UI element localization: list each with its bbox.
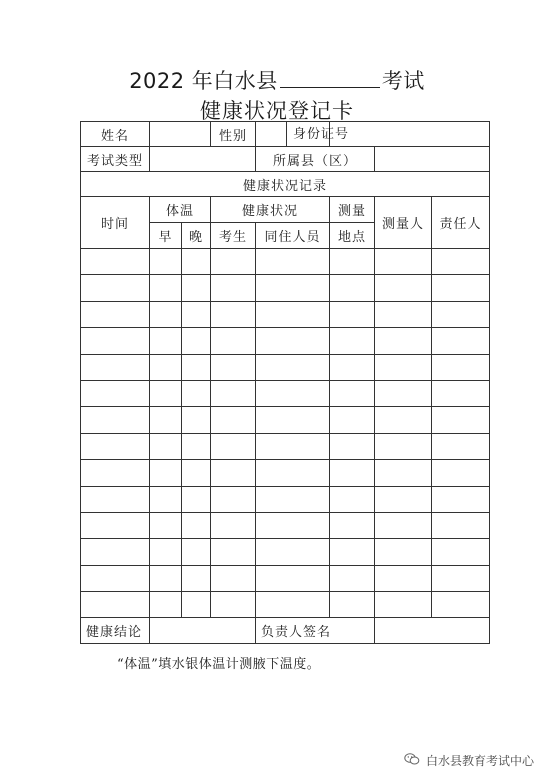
- table-cell[interactable]: [375, 380, 432, 406]
- table-cell[interactable]: [330, 249, 375, 275]
- table-cell[interactable]: [256, 460, 330, 486]
- table-cell[interactable]: [182, 407, 211, 433]
- header-row-name: [81, 122, 490, 147]
- table-cell[interactable]: [182, 275, 211, 301]
- col-morning: 早: [150, 223, 182, 249]
- table-cell[interactable]: [211, 592, 256, 618]
- table-cell[interactable]: [432, 539, 490, 565]
- health-record-table: [80, 121, 490, 644]
- table-cell[interactable]: [81, 328, 150, 354]
- table-row: [81, 407, 490, 433]
- table-cell[interactable]: [375, 275, 432, 301]
- table-cell[interactable]: [432, 486, 490, 512]
- table-cell[interactable]: [211, 275, 256, 301]
- table-row: [81, 565, 490, 591]
- table-cell[interactable]: [182, 433, 211, 459]
- col-location-line1: 测量: [330, 197, 375, 223]
- table-cell[interactable]: [375, 512, 432, 538]
- column-header-row-1: [81, 197, 490, 223]
- table-cell[interactable]: [150, 565, 182, 591]
- card-title-line2: 健康状况登记卡: [200, 99, 354, 123]
- table-cell[interactable]: [211, 460, 256, 486]
- table-cell[interactable]: [432, 354, 490, 380]
- table-cell[interactable]: [81, 407, 150, 433]
- col-evening: 晚: [182, 223, 211, 249]
- table-cell[interactable]: [211, 565, 256, 591]
- gender-field[interactable]: [256, 122, 350, 147]
- table-cell[interactable]: [432, 433, 490, 459]
- table-cell[interactable]: [375, 407, 432, 433]
- table-cell[interactable]: [330, 565, 375, 591]
- table-cell[interactable]: [375, 354, 432, 380]
- table-cell[interactable]: [150, 328, 182, 354]
- conclusion-field[interactable]: [150, 618, 256, 644]
- title-suffix: 考试: [381, 69, 425, 93]
- table-cell[interactable]: [432, 460, 490, 486]
- signature-label: 负责人签名: [256, 618, 375, 644]
- col-examinee: 考生: [211, 223, 256, 249]
- table-cell[interactable]: [330, 301, 375, 327]
- col-cohabitants: 同住人员: [256, 223, 330, 249]
- card-title-line1: [0, 66, 554, 96]
- table-row: [81, 512, 490, 538]
- table-cell[interactable]: [182, 512, 211, 538]
- table-cell[interactable]: [432, 407, 490, 433]
- table-cell[interactable]: [182, 565, 211, 591]
- county-field[interactable]: [375, 147, 490, 172]
- table-cell[interactable]: [182, 328, 211, 354]
- table-cell[interactable]: [432, 328, 490, 354]
- table-row: [81, 275, 490, 301]
- table-row: [81, 354, 490, 380]
- table-cell[interactable]: [256, 380, 330, 406]
- table-row: [81, 249, 490, 275]
- name-label: 姓名: [81, 122, 150, 147]
- table-cell[interactable]: [375, 460, 432, 486]
- table-cell[interactable]: [150, 301, 182, 327]
- header-row-exam: [81, 147, 490, 172]
- table-cell[interactable]: [256, 565, 330, 591]
- table-cell[interactable]: [330, 328, 375, 354]
- table-cell[interactable]: [211, 407, 256, 433]
- table-cell[interactable]: [81, 249, 150, 275]
- table-cell[interactable]: [256, 249, 330, 275]
- table-cell[interactable]: [330, 592, 375, 618]
- county-label: 所属县（区）: [256, 147, 375, 172]
- table-cell[interactable]: [256, 539, 330, 565]
- table-cell[interactable]: [432, 592, 490, 618]
- table-cell[interactable]: [432, 275, 490, 301]
- table-cell[interactable]: [432, 301, 490, 327]
- table-cell[interactable]: [211, 328, 256, 354]
- table-row: [81, 486, 490, 512]
- table-cell[interactable]: [182, 354, 211, 380]
- table-cell[interactable]: [256, 486, 330, 512]
- table-cell[interactable]: [211, 249, 256, 275]
- id-label: 身份证号: [293, 126, 350, 142]
- id-number-field[interactable]: [330, 122, 490, 147]
- table-cell[interactable]: [211, 486, 256, 512]
- col-temperature: 体温: [150, 197, 211, 223]
- table-cell[interactable]: [182, 460, 211, 486]
- col-time: 时间: [81, 197, 150, 249]
- title-prefix: 2022 年白水县: [129, 69, 278, 93]
- table-cell[interactable]: [182, 249, 211, 275]
- table-cell[interactable]: [81, 460, 150, 486]
- col-measurer: 测量人: [375, 197, 432, 249]
- table-cell[interactable]: [211, 354, 256, 380]
- table-cell[interactable]: [375, 486, 432, 512]
- table-cell[interactable]: [256, 512, 330, 538]
- table-cell[interactable]: [150, 407, 182, 433]
- col-health-status: 健康状况: [211, 197, 330, 223]
- table-cell[interactable]: [81, 275, 150, 301]
- table-cell[interactable]: [150, 249, 182, 275]
- table-cell[interactable]: [375, 592, 432, 618]
- table-cell[interactable]: [375, 565, 432, 591]
- table-cell[interactable]: [330, 380, 375, 406]
- table-cell[interactable]: [81, 301, 150, 327]
- table-row: [81, 301, 490, 327]
- table-cell[interactable]: [81, 486, 150, 512]
- exam-type-field[interactable]: [150, 147, 256, 172]
- table-cell[interactable]: [256, 328, 330, 354]
- table-cell[interactable]: [330, 433, 375, 459]
- exam-type-label: 考试类型: [81, 147, 150, 172]
- signature-field[interactable]: [375, 618, 490, 644]
- record-title: 健康状况记录: [81, 172, 490, 197]
- exam-name-blank: [280, 67, 380, 88]
- table-cell[interactable]: [375, 249, 432, 275]
- table-row: [81, 328, 490, 354]
- table-cell[interactable]: [211, 301, 256, 327]
- table-cell[interactable]: [256, 354, 330, 380]
- table-cell[interactable]: [81, 433, 150, 459]
- table-cell[interactable]: [182, 301, 211, 327]
- table-cell[interactable]: [256, 275, 330, 301]
- table-cell[interactable]: [375, 328, 432, 354]
- gender-label: 性别: [211, 122, 256, 147]
- table-row: [81, 539, 490, 565]
- table-cell[interactable]: [150, 275, 182, 301]
- table-cell[interactable]: [256, 301, 330, 327]
- conclusion-label: 健康结论: [81, 618, 150, 644]
- table-cell[interactable]: [150, 460, 182, 486]
- col-responsible: 责任人: [432, 197, 490, 249]
- table-row: [81, 592, 490, 618]
- wechat-icon: [404, 752, 420, 769]
- table-cell[interactable]: [375, 301, 432, 327]
- table-cell[interactable]: [330, 539, 375, 565]
- table-cell[interactable]: [81, 539, 150, 565]
- table-cell[interactable]: [256, 433, 330, 459]
- table-cell[interactable]: [150, 380, 182, 406]
- table-cell[interactable]: [211, 539, 256, 565]
- table-cell[interactable]: [150, 433, 182, 459]
- table-cell[interactable]: [330, 460, 375, 486]
- table-cell[interactable]: [330, 486, 375, 512]
- table-cell[interactable]: [150, 486, 182, 512]
- col-location-line2: 地点: [330, 223, 375, 249]
- table-cell[interactable]: [211, 433, 256, 459]
- table-cell[interactable]: [432, 249, 490, 275]
- table-cell[interactable]: [256, 592, 330, 618]
- table-cell[interactable]: [330, 407, 375, 433]
- table-cell[interactable]: [375, 433, 432, 459]
- table-cell[interactable]: [150, 539, 182, 565]
- table-cell[interactable]: [211, 512, 256, 538]
- table-cell[interactable]: [432, 565, 490, 591]
- table-cell[interactable]: [182, 539, 211, 565]
- table-row: [81, 380, 490, 406]
- table-cell[interactable]: [375, 539, 432, 565]
- table-cell[interactable]: [330, 512, 375, 538]
- table-cell[interactable]: [81, 380, 150, 406]
- table-cell[interactable]: [81, 354, 150, 380]
- table-cell[interactable]: [150, 512, 182, 538]
- table-cell[interactable]: [330, 354, 375, 380]
- footer-row: [81, 618, 490, 644]
- watermark-text: 白水县教育考试中心: [425, 754, 534, 768]
- table-cell[interactable]: [330, 275, 375, 301]
- table-cell[interactable]: [81, 565, 150, 591]
- table-row: [81, 433, 490, 459]
- table-cell[interactable]: [256, 407, 330, 433]
- table-row: [81, 460, 490, 486]
- table-cell[interactable]: [432, 512, 490, 538]
- table-cell[interactable]: [182, 380, 211, 406]
- table-cell[interactable]: [81, 592, 150, 618]
- table-cell[interactable]: [211, 380, 256, 406]
- table-cell[interactable]: [150, 354, 182, 380]
- table-cell[interactable]: [81, 512, 150, 538]
- temperature-note: “体温”填水银体温计测腋下温度。: [117, 657, 321, 672]
- table-cell[interactable]: [432, 380, 490, 406]
- table-cell[interactable]: [182, 592, 211, 618]
- table-cell[interactable]: [150, 592, 182, 618]
- table-cell[interactable]: [182, 486, 211, 512]
- watermark: [404, 752, 534, 769]
- name-field[interactable]: [150, 122, 211, 147]
- record-title-row: [81, 172, 490, 197]
